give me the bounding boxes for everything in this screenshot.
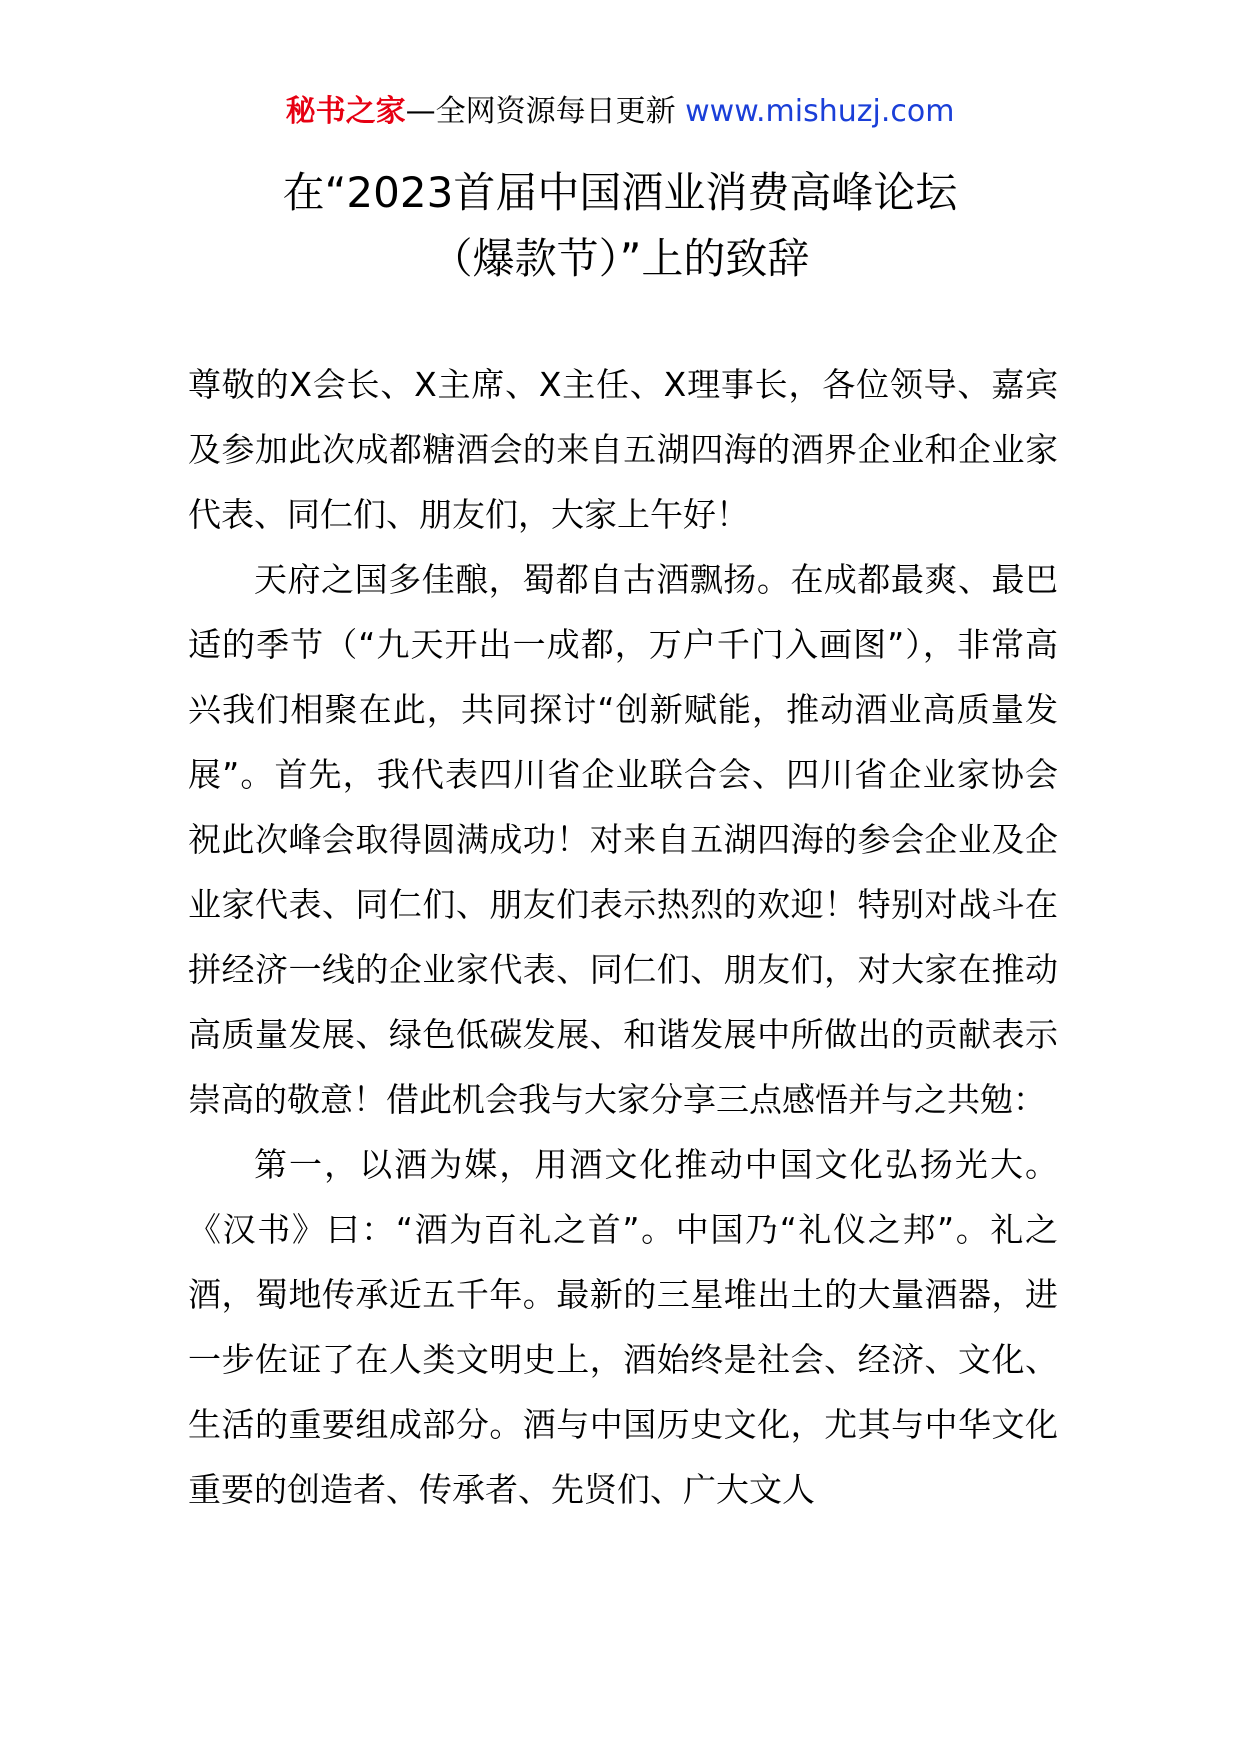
title-line-1: 在“2023首届中国酒业消费高峰论坛 [282,168,958,217]
salutation-paragraph: 尊敬的X会长、X主席、X主任、X理事长，各位领导、嘉宾及参加此次成都糖酒会的来自五湖四海的酒界企业和企业家代表、同仁们、朋友们，大家上午好！ [188,365,1058,534]
document-body [188,352,1058,1522]
body-paragraph-first-point: 第一，以酒为媒，用酒文化推动中国文化弘扬光大。《汉书》曰：“酒为百礼之首”。中国乃“礼仪之邦”。礼之酒，蜀地传承近五千年。最新的三星堆出土的大量酒器，进一步佐证了在人类文明史上，酒始终是社会、经济、文化、生活的重要组成部分。酒与中国历史文化，尤其与中华文化重要的创造者、传承者、先贤们、广大文人 [188,1145,1058,1509]
title-line-2: （爆款节）”上的致辞 [430,234,810,283]
document-title [0,160,1240,292]
site-tagline: —全网资源每日更新 [405,94,676,129]
body-paragraph-opening: 天府之国多佳酿，蜀都自古酒飘扬。在成都最爽、最巴适的季节（“九天开出一成都，万户千门入画图”），非常高兴我们相聚在此，共同探讨“创新赋能，推动酒业高质量发展”。首先，我代表四川省企业联合会、四川省企业家协会祝此次峰会取得圆满成功！对来自五湖四海的参会企业及企业家代表、同仁们、朋友们表示热烈的欢迎！特别对战斗在拼经济一线的企业家代表、同仁们、朋友们，对大家在推动高质量发展、绿色低碳发展、和谐发展中所做出的贡献表示崇高的敬意！借此机会我与大家分享三点感悟并与之共勉： [188,560,1058,1119]
site-url-link[interactable]: www.mishuzj.com [685,94,955,129]
site-header [0,92,1240,132]
site-brand: 秘书之家 [285,94,406,129]
